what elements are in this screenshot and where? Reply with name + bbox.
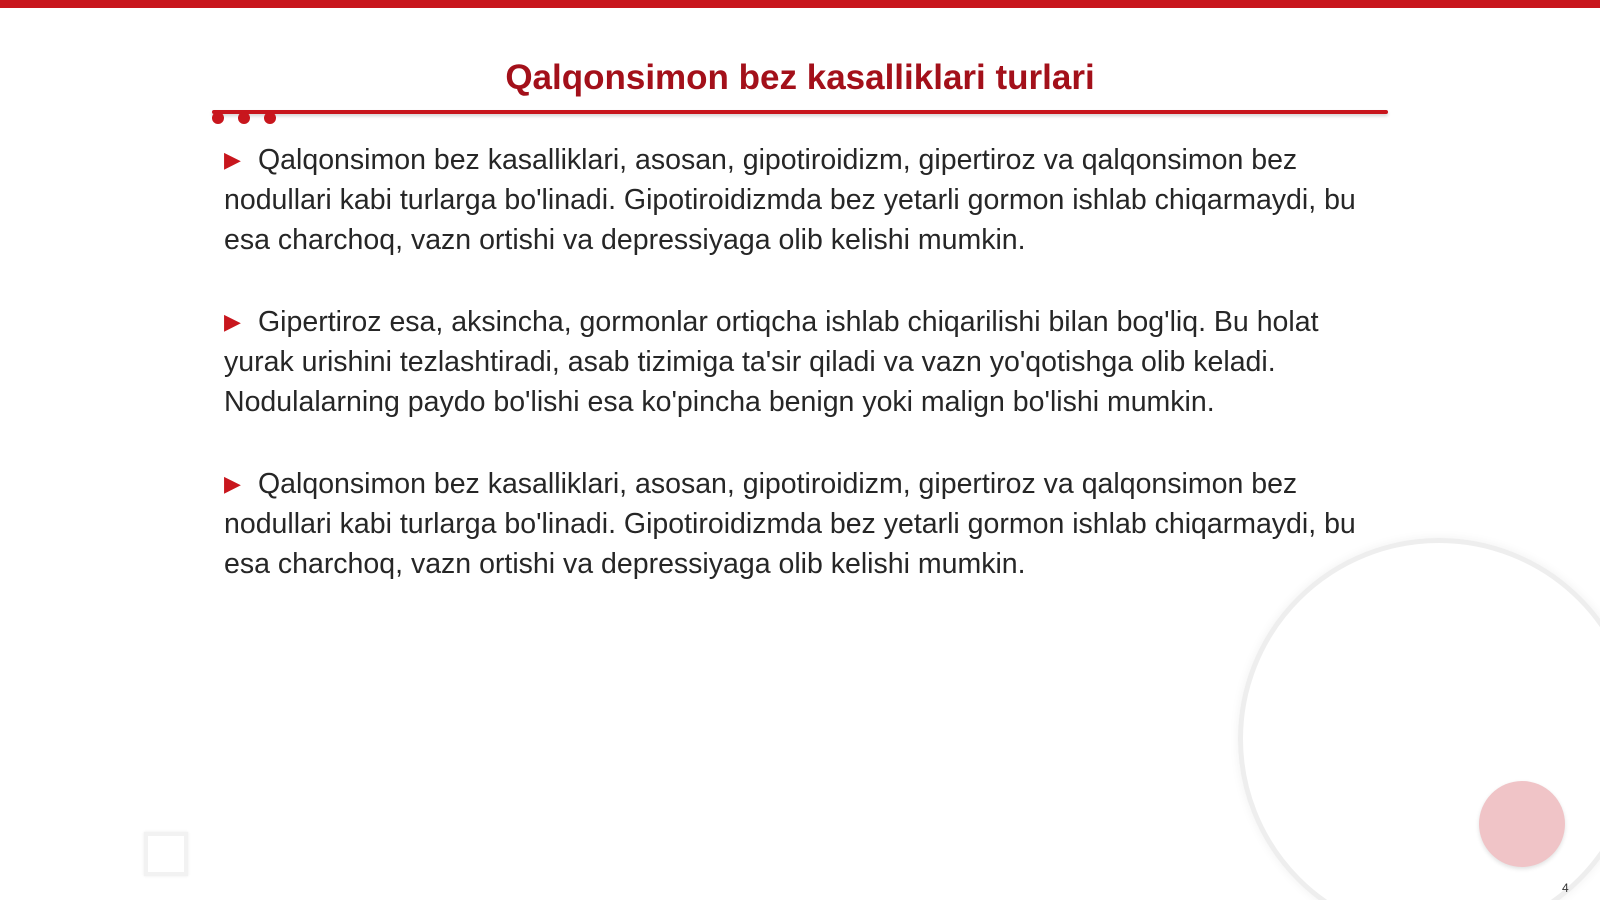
decorative-square bbox=[144, 832, 188, 876]
bullet-paragraph-2 bbox=[224, 302, 1374, 422]
page-number: 4 bbox=[1562, 881, 1569, 895]
bullet-paragraph-1 bbox=[224, 140, 1374, 260]
triangle-bullet-icon: ▶ bbox=[224, 471, 241, 496]
decorative-dot-1 bbox=[212, 112, 224, 124]
paragraph-text-3: Qalqonsimon bez kasalliklari, asosan, gipotiroidizm, gipertiroz va qalqonsimon bez nodullari kabi turlarga bo'linadi. Gipotiroidizmda bez yetarli gormon ishlab chiqarmaydi, bu esa charchoq, vazn ortishi va depressiyaga olib kelishi mumkin. bbox=[224, 468, 1356, 580]
top-accent-bar bbox=[0, 0, 1600, 8]
decorative-dot-3 bbox=[264, 112, 276, 124]
paragraph-text-2: Gipertiroz esa, aksincha, gormonlar ortiqcha ishlab chiqarilishi bilan bog'liq. Bu holat yurak urishini tezlashtiradi, asab tizimiga ta'sir qiladi va vazn yo'qotishga olib keladi. Nodulalarning paydo bo'lishi esa ko'pincha benign yoki malign bo'lishi mumkin. bbox=[224, 306, 1319, 418]
slide-title: Qalqonsimon bez kasalliklari turlari bbox=[505, 58, 1095, 97]
decorative-dot-2 bbox=[238, 112, 250, 124]
decorative-pink-circle bbox=[1479, 781, 1565, 867]
content-area bbox=[224, 140, 1374, 626]
bullet-paragraph-3 bbox=[224, 464, 1374, 584]
triangle-bullet-icon: ▶ bbox=[224, 147, 241, 172]
triangle-bullet-icon: ▶ bbox=[224, 309, 241, 334]
paragraph-text-1: Qalqonsimon bez kasalliklari, asosan, gipotiroidizm, gipertiroz va qalqonsimon bez nodullari kabi turlarga bo'linadi. Gipotiroidizmda bez yetarli gormon ishlab chiqarmaydi, bu esa charchoq, vazn ortishi va depressiyaga olib kelishi mumkin. bbox=[224, 144, 1356, 256]
title-underline bbox=[212, 110, 1388, 114]
